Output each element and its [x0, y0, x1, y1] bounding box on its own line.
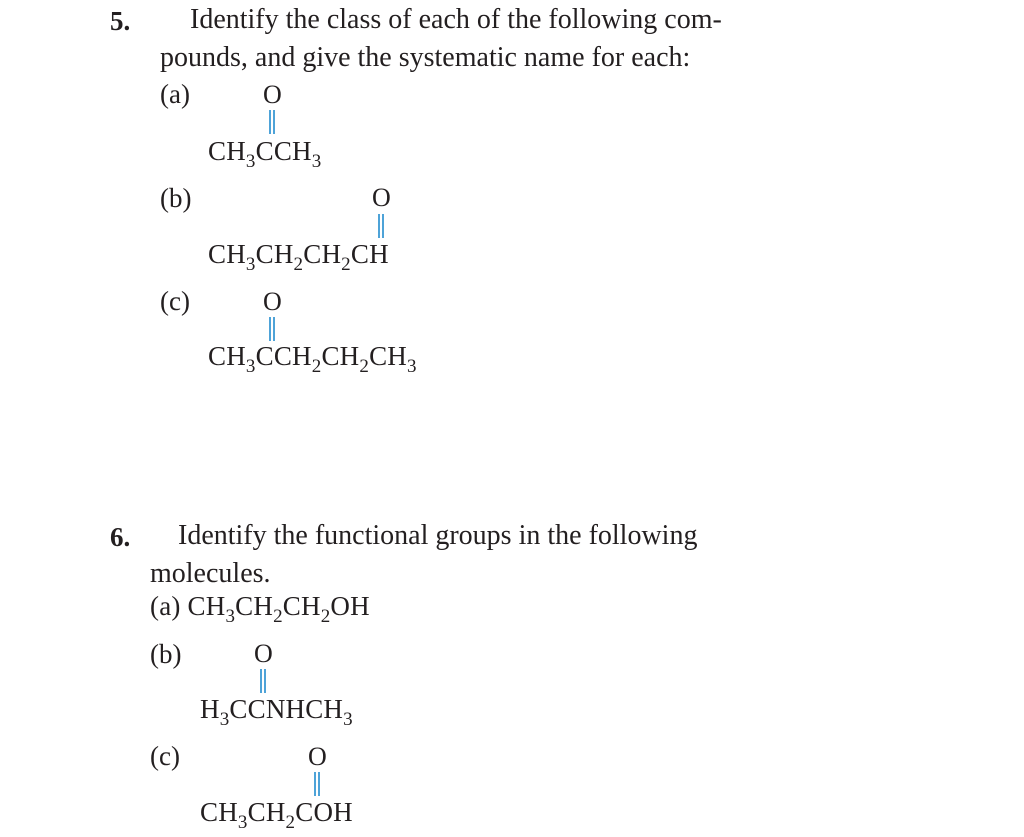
q6b-formula: $H_3CCNHCH_3$	[200, 694, 353, 730]
q5b-oxygen: O	[372, 183, 391, 212]
q6b-double-bond	[260, 669, 266, 693]
q5c-label: (c)	[160, 286, 190, 316]
q6b-label: (b)	[150, 639, 182, 669]
q6c-oxygen: O	[308, 742, 327, 771]
q5c-double-bond	[269, 317, 275, 341]
question-6-text-line2: molecules.	[150, 558, 271, 589]
q5c-formula: $CH_3CCH_2CH_2CH_3$	[208, 341, 417, 377]
question-5-text-line2: pounds, and give the systematic name for each:	[160, 42, 691, 73]
q6a-formula: $CH_3CH_2CH_2OH$	[187, 591, 370, 627]
question-5-number: 5.	[110, 6, 131, 36]
q6c-label: (c)	[150, 741, 180, 771]
q5a-double-bond	[269, 110, 275, 134]
q6a-line	[150, 591, 370, 627]
question-6-number: 6.	[110, 522, 131, 552]
q5b-double-bond	[378, 214, 384, 238]
q6b-oxygen: O	[254, 639, 273, 668]
q5a-formula: $CH_3CCH_3$	[208, 136, 322, 172]
q5b-label: (b)	[160, 183, 192, 213]
q6a-label: (a)	[150, 591, 181, 621]
q5a-oxygen: O	[263, 80, 282, 109]
q5a-label: (a)	[160, 79, 190, 109]
question-5-text-line1: Identify the class of each of the following com-	[190, 4, 722, 35]
q5b-formula: $CH_3CH_2CH_2CH$	[208, 239, 389, 275]
q6c-formula: $CH_3CH_2COH$	[200, 797, 353, 833]
q6c-double-bond	[314, 772, 320, 796]
question-6-text-line1: Identify the functional groups in the following	[178, 520, 698, 551]
q5c-oxygen: O	[263, 287, 282, 316]
